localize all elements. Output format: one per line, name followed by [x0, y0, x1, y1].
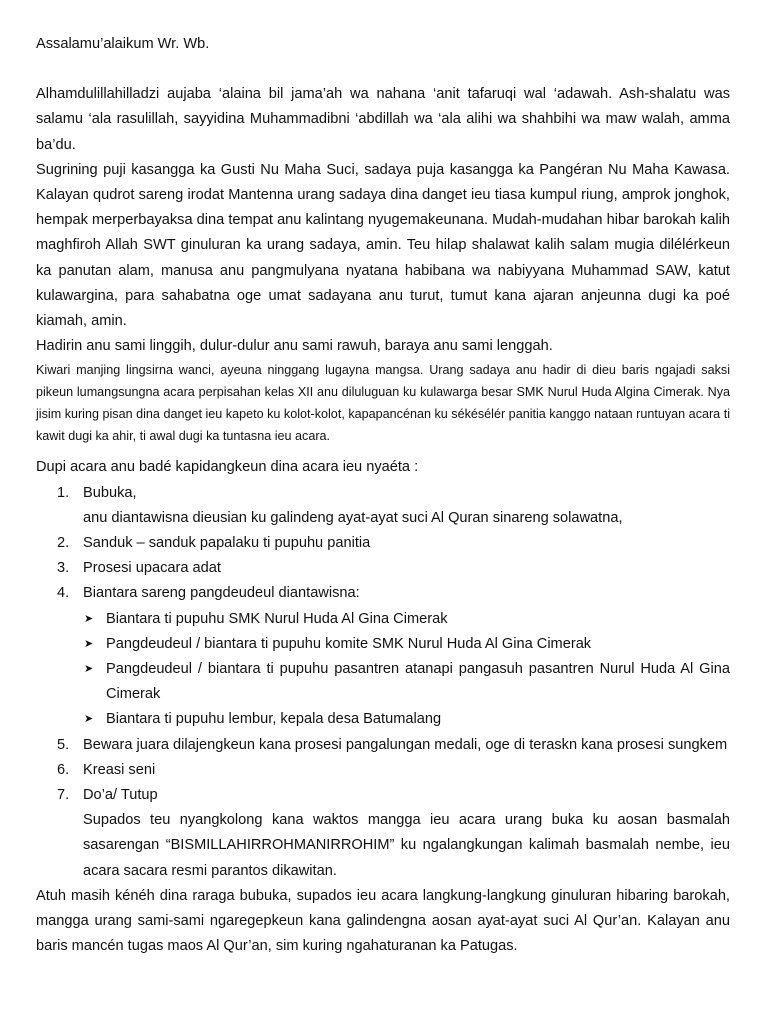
praise-paragraph: Sugrining puji kasangga ka Gusti Nu Maha Suci, sadaya puja kasangga ka Pangéran Nu Maha Kawasa. Kalayan qudrot sareng irodat Mantenna urang sadaya dina danget ieu tiasa kumpul riung, amprok jonghok, hempak merperbayaksa dina tempat anu kalintang nyugemakeunana. Mudah-mudahan hibar barokah kalih maghfiroh Allah SWT ginuluran ka urang sadaya, amin. Teu hilap shalawat kalih salam mugia dilélérkeun ka panutan alam, manusa anu pangmulyana nyatana habibana wa nabiyyana Muhammad SAW, katut kulawargina, para sahabatna oge umat sadayana anu turut, tumut kana ajaran anjeunna dugi ka poé kiamah, amin. [36, 161, 730, 330]
bullet-text: Pangdeudeul / biantara ti pupuhu komite SMK Nurul Huda Al Gina Cimerak [106, 635, 592, 652]
agenda-item-4 [36, 581, 730, 606]
bullet-item [36, 707, 730, 732]
item-title: Bewara juara dilajengkeun kana prosesi pangalungan medali, oge di teraskn kana prosesi sungkem [83, 736, 728, 753]
occasion-paragraph: Kiwari manjing lingsirna wanci, ayeuna ninggang lugayna mangsa. Urang sadaya anu hadir di dieu baris ngajadi saksi pikeun lumangsungna acara perpisahan kelas XII anu diluluguan ku kulawarga besar SMK Nurul Huda Algina Cimerak. Nya jisim kuring pisan dina danget ieu kapeto ku kolot-kolot, kapapancénan ku sékésélér panitia kanggo nataan runtuyan acara ti kawit dugi ka ahir, ti awal dugi ka tuntasna ieu acara. [36, 363, 730, 444]
opening-paragraph: Alhamdulillahilladzi aujaba ‘alaina bil jama’ah wa nahana ‘anit tafaruqi wal ‘adawah. Ash-shalatu was salamu ‘ala rasulillah, sayyidina Muhammadibni ‘abdillah wa ‘ala alihi wa shahbihi wa maw walah, amma ba’du. [36, 86, 730, 153]
agenda-item-1 [36, 481, 730, 531]
item-title: Bubuka, [83, 484, 137, 501]
item-number: 7. [57, 787, 70, 804]
agenda-item-2 [36, 531, 730, 556]
item-number: 1. [57, 484, 70, 501]
bullet-text: Biantara ti pupuhu lembur, kepala desa Batumalang [106, 711, 442, 728]
audience-paragraph: Hadirin anu sami linggih, dulur-dulur anu sami rawuh, baraya anu sami lenggah. [36, 338, 553, 355]
item-number: 4. [57, 585, 70, 602]
spacer [36, 447, 730, 455]
item-number: 5. [57, 736, 70, 753]
bullet-item [36, 657, 730, 707]
spacer [36, 57, 730, 82]
item-detail: anu diantawisna dieusian ku galindeng ayat-ayat suci Al Quran sinareng solawatna, [83, 509, 623, 526]
agenda-item-3 [36, 556, 730, 581]
item-detail: Supados teu nyangkolong kana waktos mangga ieu acara urang buka ku aosan basmalah sasarengan “BISMILLAHIRROHMANIRROHIM” ku ngalangkungan kalimah basmalah nembe, ieu acara sacara resmi parantos dikawitan. [83, 812, 730, 879]
item-title: Kreasi seni [83, 761, 156, 778]
speech-bullet-list [36, 607, 730, 733]
bullet-item [36, 632, 730, 657]
item-title: Do’a/ Tutup [83, 787, 158, 804]
bullet-text: Pangdeudeul / biantara ti pupuhu pasantren atanapi pangasuh pasantren Nurul Huda Al Gina Cimerak [106, 661, 730, 703]
agenda-list [36, 481, 730, 607]
agenda-list-continued [36, 733, 730, 884]
arrow-bullet-icon: ➤ [84, 637, 94, 650]
closing-paragraph: Atuh masih kénéh dina raraga bubuka, supados ieu acara langkung-langkung ginuluran hibaring barokah, mangga urang sami-sami ngaregepkeun kana galindengna aosan ayat-ayat suci Al Qur’an. Kalayan anu baris mancén tugas maos Al Qur’an, sim kuring ngahaturanan ka Patugas. [36, 887, 730, 955]
item-number: 3. [57, 560, 70, 577]
item-number: 2. [57, 535, 70, 552]
agenda-intro: Dupi acara anu badé kapidangkeun dina acara ieu nyaéta : [36, 459, 419, 476]
bullet-item [36, 607, 730, 632]
arrow-bullet-icon: ➤ [84, 663, 94, 676]
item-title: Biantara sareng pangdeudeul diantawisna: [83, 585, 360, 602]
arrow-bullet-icon: ➤ [84, 612, 94, 625]
agenda-item-5 [36, 733, 730, 758]
document-page [36, 32, 730, 960]
bullet-text: Biantara ti pupuhu SMK Nurul Huda Al Gina Cimerak [106, 610, 448, 627]
arrow-bullet-icon: ➤ [84, 713, 94, 726]
greeting: Assalamu’alaikum Wr. Wb. [36, 36, 210, 52]
agenda-item-6 [36, 758, 730, 783]
item-number: 6. [57, 761, 70, 778]
agenda-item-7 [36, 783, 730, 884]
item-title: Sanduk – sanduk papalaku ti pupuhu panitia [83, 535, 371, 552]
item-title: Prosesi upacara adat [83, 560, 221, 577]
